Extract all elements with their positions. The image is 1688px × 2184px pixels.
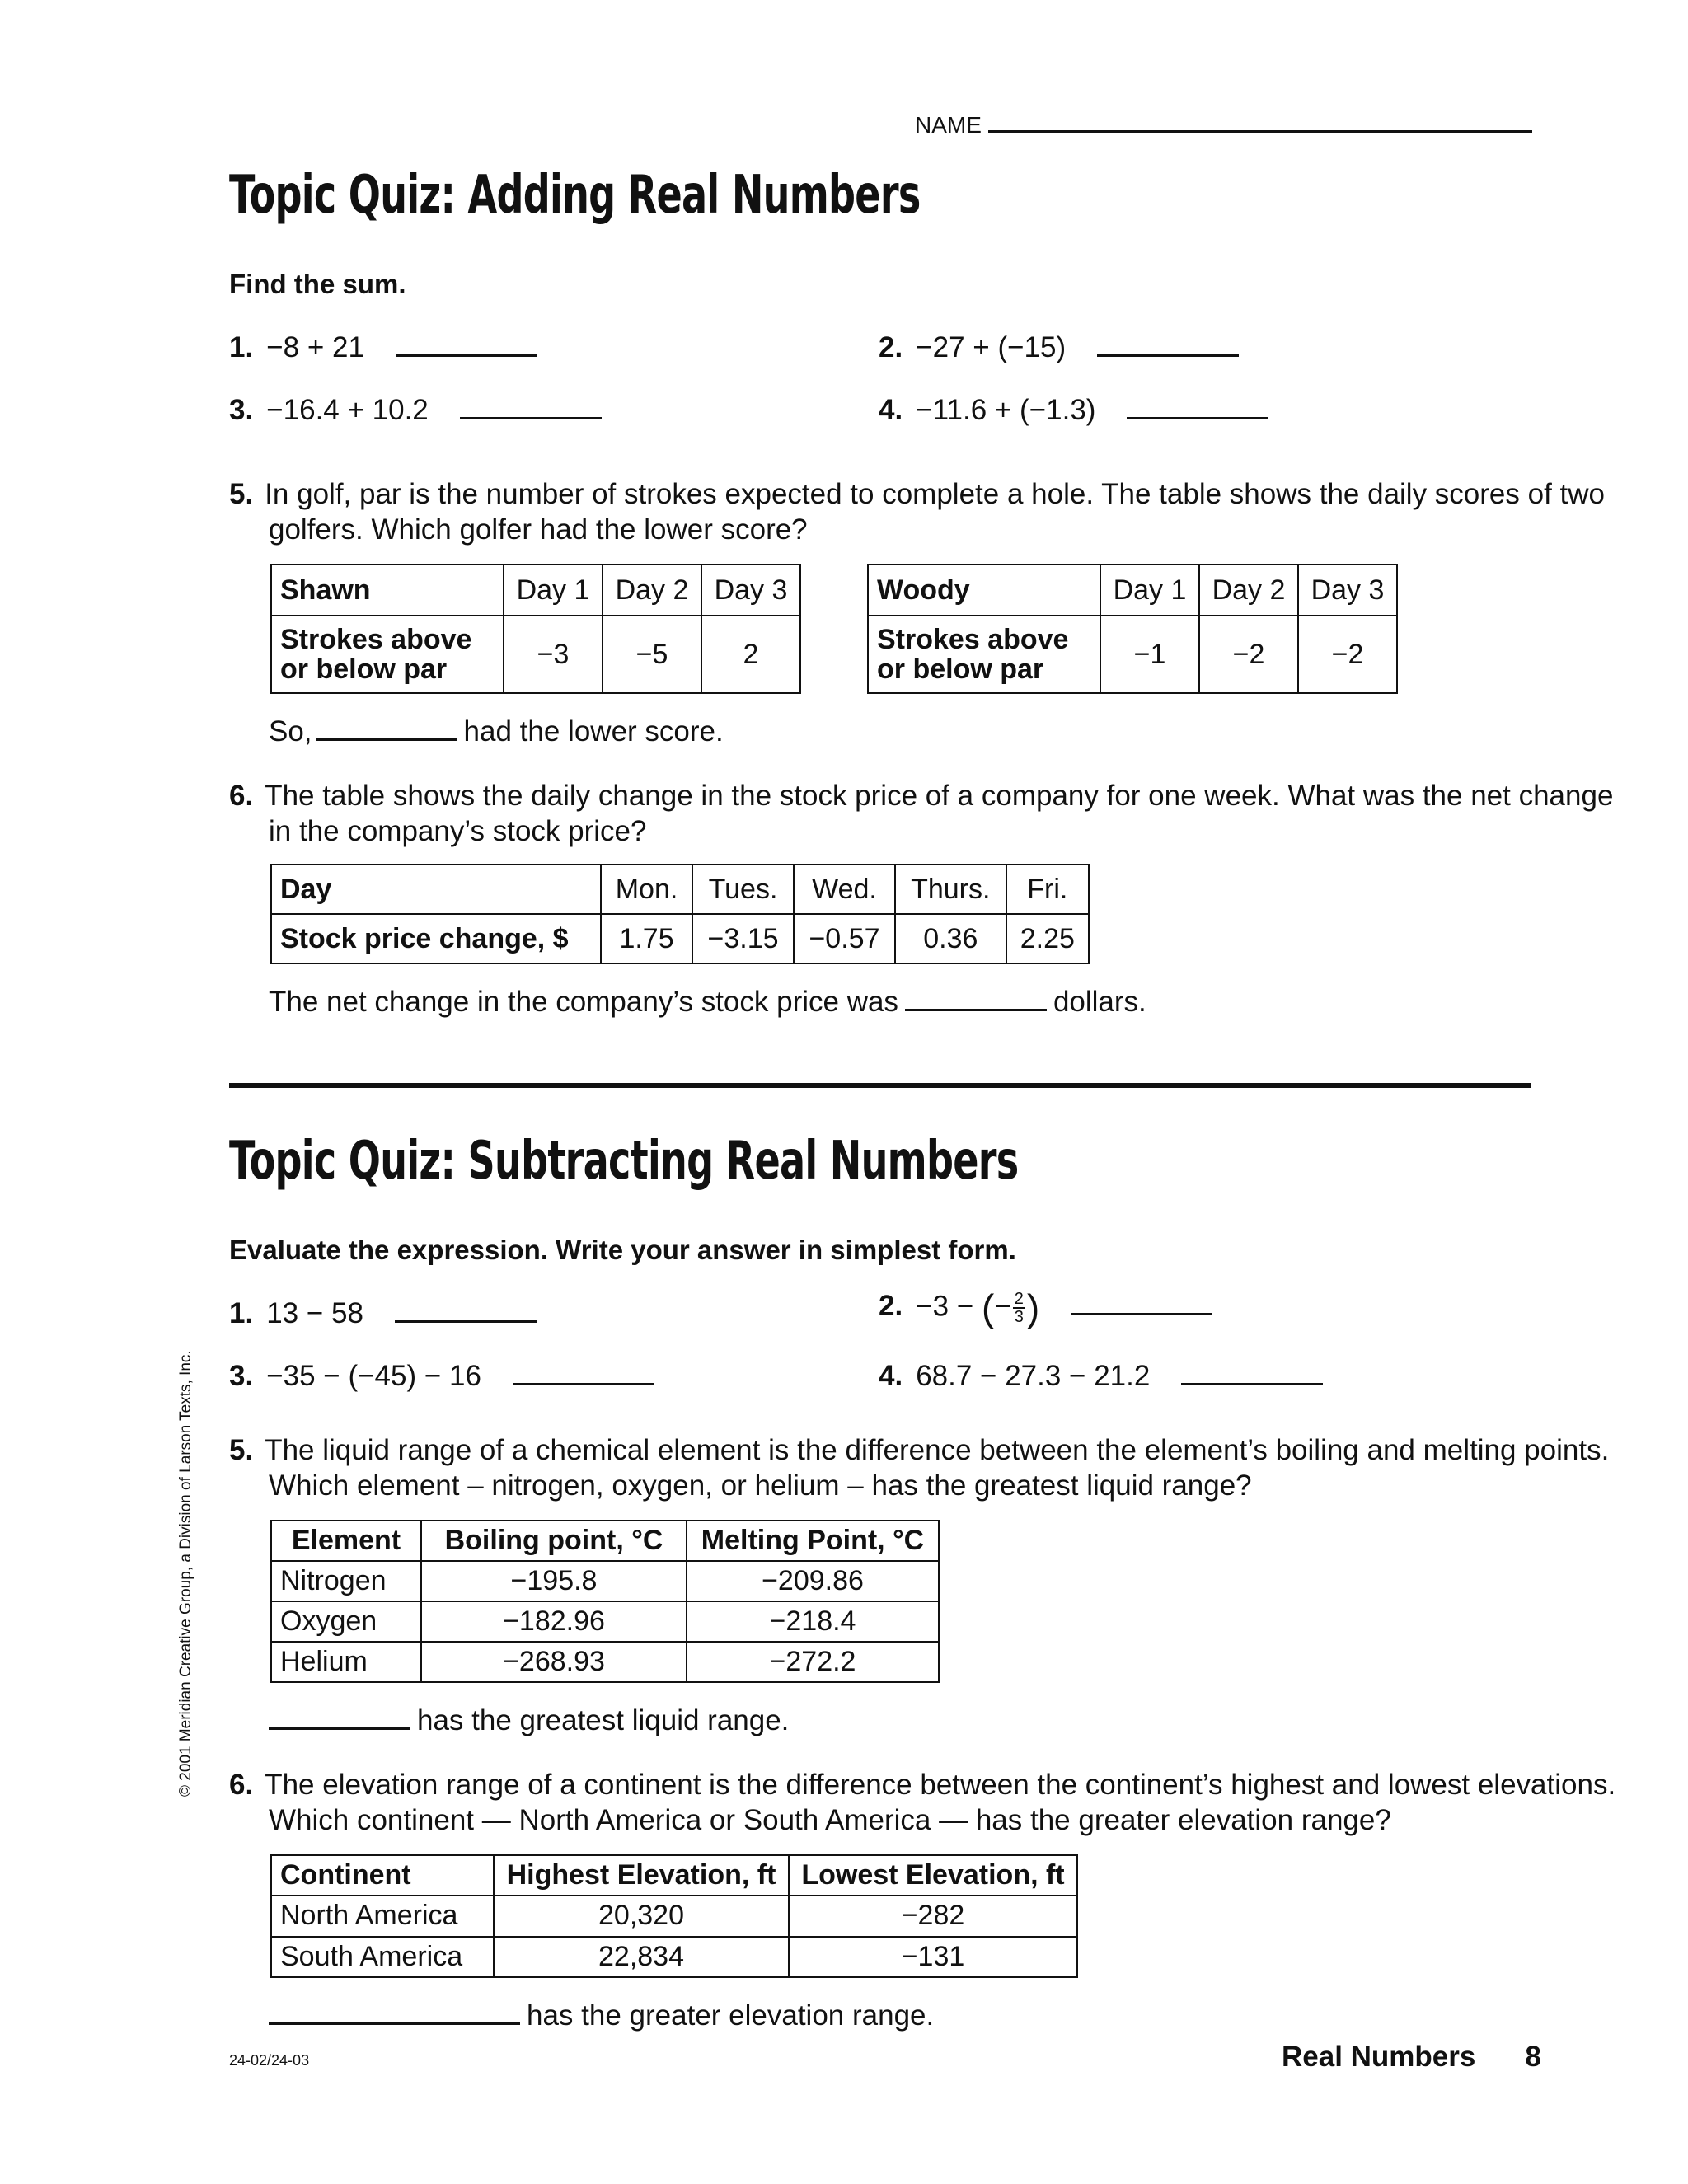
table-header-label: Day <box>271 865 601 914</box>
problem-number: 4. <box>879 1360 903 1392</box>
problem-number: 3. <box>229 1360 254 1392</box>
quiz2-problem-5 <box>229 1432 1609 1503</box>
element-table <box>270 1520 940 1683</box>
problem-number: 5. <box>229 478 254 510</box>
problem-expression: 13 − 58 <box>266 1297 363 1329</box>
table-row <box>271 1896 1077 1936</box>
table-cell: −3 <box>504 616 603 693</box>
table-name-cell: Woody <box>868 565 1100 616</box>
page-footer <box>1282 2041 1541 2074</box>
table-cell: 1.75 <box>601 914 692 963</box>
quiz2-p6-answer <box>269 1998 934 2033</box>
table-cell: −182.96 <box>421 1601 687 1642</box>
table-cell: −282 <box>789 1896 1077 1936</box>
problem-number: 6. <box>229 780 254 812</box>
table-header-cell: Element <box>271 1521 421 1561</box>
answer-suffix: has the greater elevation range. <box>527 1999 935 2032</box>
problem-text-line2: Which continent — North America or South America — has the greater elevation range? <box>269 1804 1391 1836</box>
table-cell: −5 <box>603 616 701 693</box>
table-header-cell: Day 3 <box>701 565 800 616</box>
table-cell: −268.93 <box>421 1642 687 1682</box>
row-label-line2: or below par <box>877 654 1044 685</box>
problem-number: 5. <box>229 1434 254 1466</box>
problem-expression: −27 + (−15) <box>916 331 1067 363</box>
table-cell: −2 <box>1298 616 1397 693</box>
table-cell: North America <box>271 1896 494 1936</box>
answer-prefix: So, <box>269 715 312 748</box>
answer-blank[interactable] <box>316 715 457 741</box>
problem-number: 6. <box>229 1769 254 1801</box>
close-paren: ) <box>1026 1286 1040 1329</box>
row-label-line1: Strokes above <box>280 624 472 655</box>
stock-table <box>270 864 1090 964</box>
answer-suffix: had the lower score. <box>463 715 724 748</box>
quiz2-instruction: Evaluate the expression. Write your answer in simplest form. <box>229 1235 1016 1265</box>
table-header-cell: Day 2 <box>1199 565 1298 616</box>
name-label: NAME <box>915 112 982 138</box>
problem-expression: −11.6 + (−1.3) <box>916 394 1096 426</box>
quiz2-problem-4 <box>879 1360 1323 1393</box>
table-cell: −195.8 <box>421 1561 687 1601</box>
section-name: Real Numbers <box>1282 2041 1476 2073</box>
quiz1-problem-2 <box>879 331 1239 364</box>
quiz1-problem-1 <box>229 331 537 364</box>
problem-text-line2: Which element – nitrogen, oxygen, or helium – has the greatest liquid range? <box>269 1469 1252 1502</box>
quiz1-problem-5 <box>229 476 1605 547</box>
problem-text-line1: The table shows the daily change in the stock price of a company for one week. What was the net change <box>265 780 1614 812</box>
table-row-label: Stock price change, $ <box>271 914 601 963</box>
shawn-table <box>270 564 801 694</box>
quiz2-problem-2 <box>879 1286 1212 1330</box>
answer-blank[interactable] <box>460 394 602 419</box>
quiz2-title: Topic Quiz: Subtracting Real Numbers <box>229 1131 1019 1192</box>
woody-table <box>867 564 1398 694</box>
page-code: 24-02/24-03 <box>229 2052 310 2069</box>
table-cell: 2 <box>701 616 800 693</box>
quiz1-problem-6 <box>229 778 1613 849</box>
row-label-line1: Strokes above <box>877 624 1069 655</box>
fraction-denominator: 3 <box>1014 1308 1024 1326</box>
table-cell: −3.15 <box>692 914 794 963</box>
table-header-cell: Melting Point, °C <box>687 1521 939 1561</box>
table-row <box>271 1937 1077 1977</box>
answer-blank[interactable] <box>269 1999 520 2025</box>
row-label-line2: or below par <box>280 654 448 685</box>
problem-expression: −16.4 + 10.2 <box>266 394 429 426</box>
table-cell: Helium <box>271 1642 421 1682</box>
quiz1-problem-3 <box>229 394 602 427</box>
name-blank[interactable] <box>988 105 1532 133</box>
section-divider <box>229 1083 1531 1088</box>
problem-number: 4. <box>879 394 903 426</box>
answer-blank[interactable] <box>395 1297 537 1323</box>
answer-blank[interactable] <box>513 1360 654 1385</box>
quiz1-p6-answer <box>269 984 1146 1019</box>
problem-text-line1: The elevation range of a continent is the difference between the continent’s highest and lowest elevations. <box>265 1769 1616 1801</box>
table-row <box>271 1601 939 1642</box>
table-header-cell: Continent <box>271 1855 494 1896</box>
table-header-cell: Day 1 <box>504 565 603 616</box>
table-cell: 2.25 <box>1006 914 1089 963</box>
problem-number: 2. <box>879 1290 903 1323</box>
table-name-cell: Shawn <box>271 565 504 616</box>
copyright-notice: © 2001 Meridian Creative Group, a Division of Larson Texts, Inc. <box>177 1350 195 1797</box>
table-row <box>271 1642 939 1682</box>
problem-expression: −8 + 21 <box>266 331 364 363</box>
quiz2-problem-6 <box>229 1767 1615 1838</box>
answer-blank[interactable] <box>1071 1290 1212 1315</box>
quiz2-problem-3 <box>229 1360 654 1393</box>
table-cell: −209.86 <box>687 1561 939 1601</box>
answer-blank[interactable] <box>905 986 1047 1011</box>
table-row-label <box>868 616 1100 693</box>
quiz1-title: Topic Quiz: Adding Real Numbers <box>229 165 921 226</box>
table-header-cell: Wed. <box>794 865 895 914</box>
problem-text-line1: The liquid range of a chemical element is the difference between the element’s boiling and melting points. <box>265 1434 1610 1466</box>
problem-expression: 68.7 − 27.3 − 21.2 <box>916 1360 1151 1392</box>
answer-blank[interactable] <box>269 1704 410 1730</box>
table-cell: −0.57 <box>794 914 895 963</box>
table-header-cell: Highest Elevation, ft <box>494 1855 789 1896</box>
fraction-numerator: 2 <box>1014 1290 1024 1308</box>
table-cell: −272.2 <box>687 1642 939 1682</box>
problem-number: 2. <box>879 331 903 363</box>
answer-blank[interactable] <box>1127 394 1268 419</box>
table-header-cell: Tues. <box>692 865 794 914</box>
table-cell: 20,320 <box>494 1896 789 1936</box>
problem-number: 1. <box>229 1297 254 1329</box>
open-paren: ( <box>982 1286 995 1329</box>
quiz2-p5-answer <box>269 1703 789 1738</box>
table-cell: −1 <box>1100 616 1199 693</box>
quiz2-problem-1 <box>229 1297 537 1330</box>
fraction-sign: − <box>994 1290 1011 1323</box>
table-row <box>271 1561 939 1601</box>
table-cell: −2 <box>1199 616 1298 693</box>
table-header-cell: Boiling point, °C <box>421 1521 687 1561</box>
problem-number: 1. <box>229 331 254 363</box>
quiz1-instruction: Find the sum. <box>229 269 406 299</box>
fraction <box>1013 1291 1025 1325</box>
table-cell: Oxygen <box>271 1601 421 1642</box>
table-header-cell: Day 2 <box>603 565 701 616</box>
table-cell: −131 <box>789 1937 1077 1977</box>
table-cell: Nitrogen <box>271 1561 421 1601</box>
table-header-cell: Fri. <box>1006 865 1089 914</box>
quiz1-p5-answer <box>269 714 724 749</box>
answer-blank[interactable] <box>1181 1360 1323 1385</box>
name-field <box>915 105 1532 138</box>
continent-table <box>270 1854 1078 1978</box>
answer-suffix: dollars. <box>1053 986 1146 1018</box>
table-cell: 22,834 <box>494 1937 789 1977</box>
table-header-cell: Mon. <box>601 865 692 914</box>
table-cell: 0.36 <box>895 914 1006 963</box>
problem-number: 3. <box>229 394 254 426</box>
table-header-cell: Day 3 <box>1298 565 1397 616</box>
problem-expression: −35 − (−45) − 16 <box>266 1360 481 1392</box>
problem-text-line1: In golf, par is the number of strokes expected to complete a hole. The table shows the daily scores of two <box>265 478 1605 510</box>
problem-expression: −3 − <box>916 1290 974 1323</box>
page-number: 8 <box>1525 2041 1541 2073</box>
answer-suffix: has the greatest liquid range. <box>417 1704 790 1736</box>
table-header-cell: Day 1 <box>1100 565 1199 616</box>
answer-prefix: The net change in the company’s stock price was <box>269 986 898 1018</box>
answer-blank[interactable] <box>396 331 537 357</box>
table-row-label <box>271 616 504 693</box>
table-header-cell: Lowest Elevation, ft <box>789 1855 1077 1896</box>
table-cell: South America <box>271 1937 494 1977</box>
quiz1-problem-4 <box>879 394 1268 427</box>
problem-text-line2: golfers. Which golfer had the lower score? <box>269 513 808 546</box>
table-header-cell: Thurs. <box>895 865 1006 914</box>
problem-text-line2: in the company’s stock price? <box>269 815 647 847</box>
table-cell: −218.4 <box>687 1601 939 1642</box>
answer-blank[interactable] <box>1097 331 1239 357</box>
